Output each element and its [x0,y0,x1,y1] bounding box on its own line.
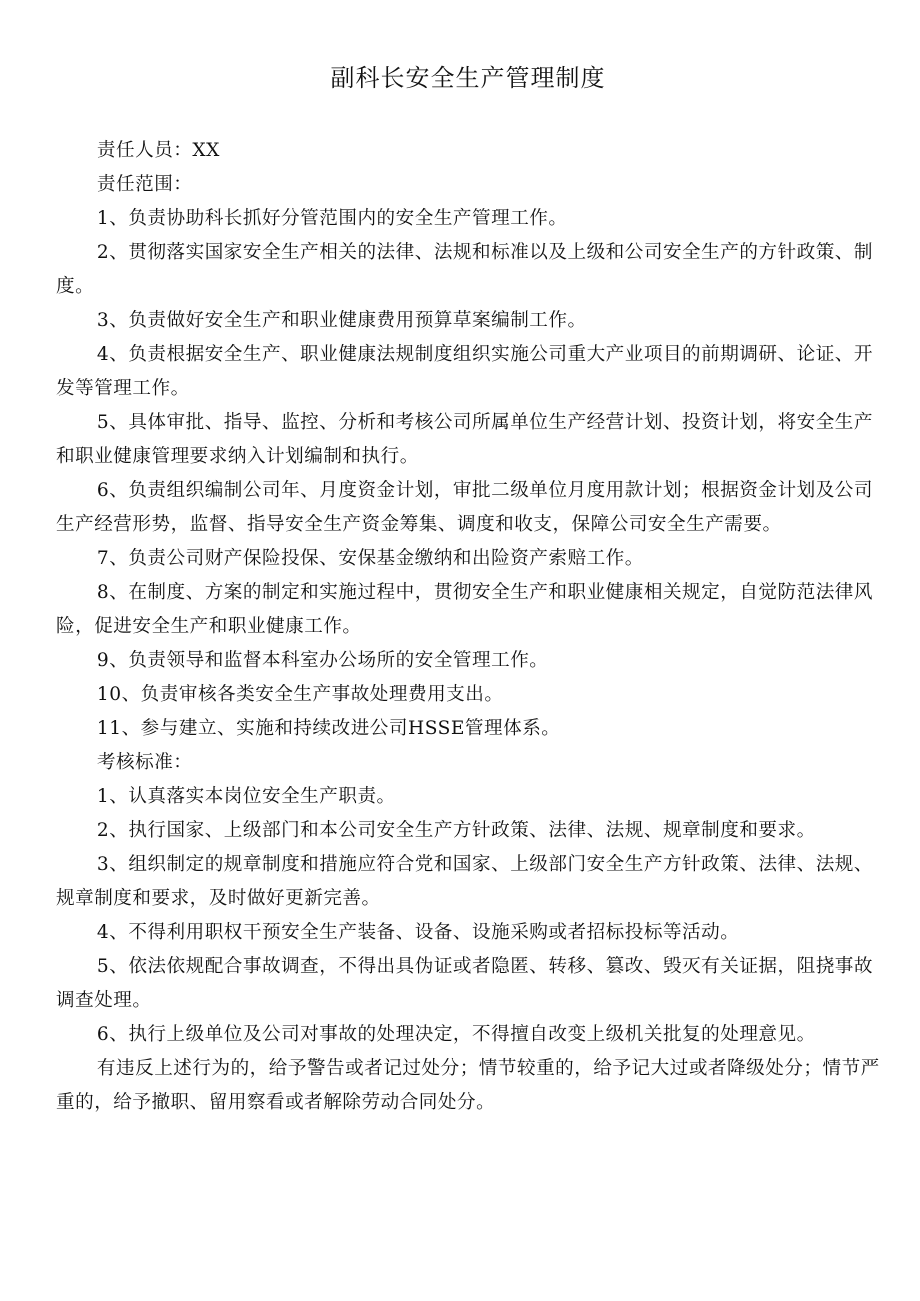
scope-item: 2、贯彻落实国家安全生产相关的法律、法规和标准以及上级和公司安全生产的方针政策、制度。 [56,242,873,297]
responsibility-scope-heading: 责任范围： [96,174,193,195]
standard-item: 1、认真落实本岗位安全生产职责。 [96,786,396,807]
standard-item: 2、执行国家、上级部门和本公司安全生产方针政策、法律、法规、规章制度和要求。 [96,820,816,841]
standard-item: 4、不得利用职权干预安全生产装备、设备、设施采购或者招标投标等活动。 [96,922,740,943]
scope-item: 3、负责做好安全生产和职业健康费用预算草案编制工作。 [96,310,587,331]
document-body [56,134,880,1120]
scope-item: 8、在制度、方案的制定和实施过程中，贯彻安全生产和职业健康相关规定，自觉防范法律风险，促进安全生产和职业健康工作。 [56,582,873,637]
scope-item: 11、参与建立、实施和持续改进公司HSSE管理体系。 [96,718,561,739]
standard-item: 3、组织制定的规章制度和措施应符合党和国家、上级部门安全生产方针政策、法律、法规、规章制度和要求，及时做好更新完善。 [56,854,873,909]
scope-item: 10、负责审核各类安全生产事故处理费用支出。 [96,684,504,705]
standard-item: 5、依法依规配合事故调查，不得出具伪证或者隐匿、转移、篡改、毁灭有关证据，阻挠事故调查处理。 [56,956,873,1011]
scope-item: 1、负责协助科长抓好分管范围内的安全生产管理工作。 [96,208,568,229]
scope-item: 7、负责公司财产保险投保、安保基金缴纳和出险资产索赔工作。 [96,548,644,569]
scope-item: 5、具体审批、指导、监控、分析和考核公司所属单位生产经营计划、投资计划，将安全生产和职业健康管理要求纳入计划编制和执行。 [56,412,873,467]
document-title: 副科长安全生产管理制度 [330,64,606,92]
scope-item: 4、负责根据安全生产、职业健康法规制度组织实施公司重大产业项目的前期调研、论证、开发等管理工作。 [56,344,873,399]
responsible-person-line: 责任人员：XX [96,140,220,161]
standard-item: 6、执行上级单位及公司对事故的处理决定，不得擅自改变上级机关批复的处理意见。 [96,1024,816,1045]
scope-item: 9、负责领导和监督本科室办公场所的安全管理工作。 [96,650,549,671]
assessment-standard-heading: 考核标准： [96,752,193,773]
penalty-clause: 有违反上述行为的，给予警告或者记过处分；情节较重的，给予记大过或者降级处分；情节严重的，给予撤职、留用察看或者解除劳动合同处分。 [56,1058,880,1113]
scope-item: 6、负责组织编制公司年、月度资金计划，审批二级单位月度用款计划；根据资金计划及公司生产经营形势，监督、指导安全生产资金筹集、调度和收支，保障公司安全生产需要。 [56,480,873,535]
